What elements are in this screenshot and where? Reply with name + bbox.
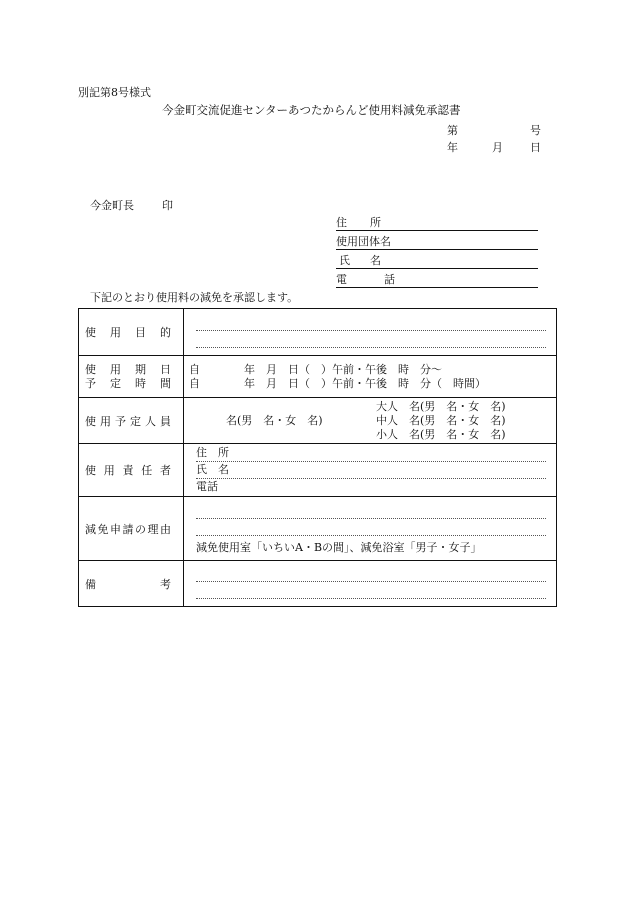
seal-mark: 印 [162,199,173,212]
form-number: 別記第8号様式 [78,86,151,99]
reason-dotline-1 [196,502,546,519]
responsible-address: 住 所 [196,445,546,462]
remarks-value-cell[interactable] [184,561,557,607]
purpose-dotline-1 [196,314,546,331]
applicant-name-field [336,254,538,269]
date-month-label: 月 [492,141,503,154]
date-year-label: 年 [447,141,458,154]
responsible-name: 氏 名 [196,462,546,479]
reason-label-cell [79,497,184,561]
row-period [79,356,557,398]
responsible-value-cell[interactable] [184,444,557,497]
document-title: 今金町交流促進センターあつたからんど使用料減免承認書 [162,103,461,117]
reason-dotline-2 [196,519,546,536]
remarks-dotline-2 [196,582,546,599]
people-total: 名(男 名・女 名) [226,413,323,427]
period-label-cell [79,356,184,398]
applicant-phone-label-a: 電 [336,273,347,286]
purpose-dotline-2 [196,331,546,348]
purpose-label: 使 用 目 的 [85,326,171,339]
time-line: 自 年 月 日（ ）午前・午後 時 分（ 時間） [189,376,486,390]
people-label: 使 用 予 定 人 員 [85,414,171,428]
row-remarks [79,561,557,607]
row-purpose [79,309,557,356]
approval-table [78,308,557,607]
applicant-group-label: 使用団体名 [336,235,391,248]
responsible-label-cell [79,444,184,497]
period-value-cell[interactable] [184,356,557,398]
remarks-label-cell [79,561,184,607]
reason-note: 減免使用室「いちいA・Bの間」、減免浴室「男子・女子」 [196,540,482,554]
period-line: 自 年 月 日（ ）午前・午後 時 分〜 [189,362,442,376]
number-suffix: 号 [530,124,541,137]
applicant-phone-label-b: 話 [384,273,395,286]
issuer-name: 今金町長 [90,199,134,212]
people-label-cell [79,398,184,444]
responsible-phone: 電話 [196,480,218,493]
applicant-name-label-a: 氏 [339,254,350,267]
people-adults: 大人 名(男 名・女 名) [376,399,506,413]
people-value-cell[interactable] [184,398,557,444]
applicant-address-label-a: 住 [336,216,347,229]
remarks-dotline-1 [196,565,546,582]
applicant-address-label-b: 所 [370,216,381,229]
reason-label: 減 免 申 請 の 理 由 [85,522,171,536]
intro-text: 下記のとおり使用料の減免を承認します。 [90,291,299,304]
row-people [79,398,557,444]
number-prefix: 第 [447,124,458,137]
people-children: 小人 名(男 名・女 名) [376,427,506,441]
date-day-label: 日 [530,141,541,154]
applicant-phone-field [336,273,538,288]
time-label: 予 定 時 間 [85,376,171,390]
period-label: 使 用 期 日 [85,362,171,376]
reason-value-cell[interactable] [184,497,557,561]
applicant-group-field [336,235,538,250]
responsible-label: 使 用 責 任 者 [85,464,171,477]
purpose-label-cell [79,309,184,356]
people-middle: 中人 名(男 名・女 名) [376,413,506,427]
purpose-value-cell[interactable] [184,309,557,356]
applicant-name-label-b: 名 [370,254,381,267]
remarks-label: 備 考 [85,577,171,591]
row-reason [79,497,557,561]
row-responsible [79,444,557,497]
applicant-address-field [336,216,538,231]
